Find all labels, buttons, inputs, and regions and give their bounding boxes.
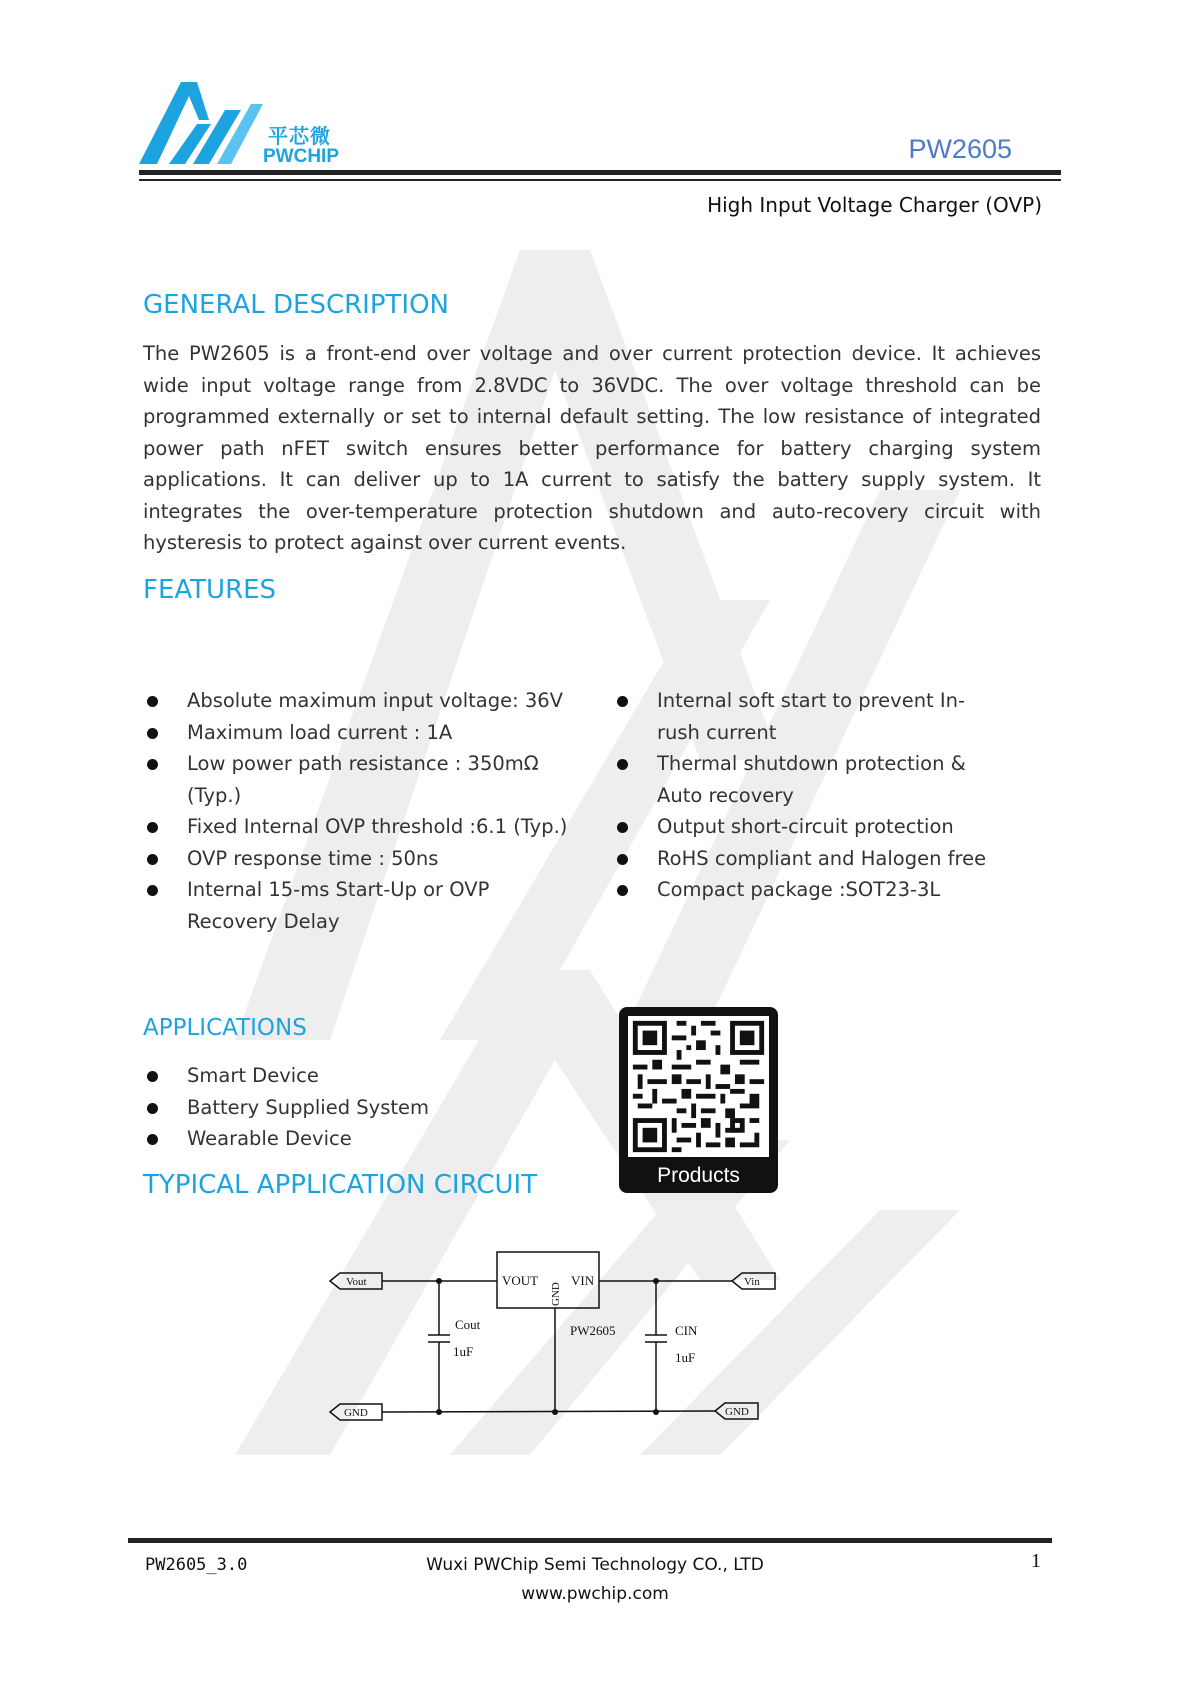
part-number: PW2605 (908, 134, 1012, 164)
footer-rule (128, 1538, 1052, 1543)
typical-application-circuit-heading: TYPICAL APPLICATION CIRCUIT (143, 1170, 538, 1200)
vout-port-label: Vout (346, 1276, 367, 1288)
feature-item: Compact package :SOT23-3L (615, 874, 1045, 906)
feature-item: Internal 15-ms Start-Up or OVP Recovery Delay (145, 874, 547, 937)
feature-item: Low power path resistance : 350mΩ (Typ.) (145, 748, 585, 811)
feature-item: Output short-circuit protection (615, 811, 1045, 843)
application-item: Battery Supplied System (145, 1092, 565, 1124)
page-number: 1 (1031, 1550, 1041, 1572)
document-version: PW2605_3.0 (145, 1555, 248, 1575)
application-item: Wearable Device (145, 1123, 565, 1155)
vin-port-label: Vin (744, 1276, 760, 1288)
cin-name-label: CIN (675, 1323, 698, 1338)
feature-item: Absolute maximum input voltage: 36V (145, 685, 585, 717)
chip-name-label: PW2605 (570, 1323, 616, 1338)
cout-name-label: Cout (455, 1317, 481, 1332)
pin-vin-label: VIN (571, 1273, 595, 1288)
qr-code-label: Products (657, 1164, 740, 1187)
pin-gnd-label: GND (550, 1282, 562, 1306)
applications-heading: APPLICATIONS (143, 1015, 307, 1041)
logo-english-text: PWCHIP (263, 146, 339, 167)
general-description-heading: GENERAL DESCRIPTION (143, 290, 449, 320)
features-heading: FEATURES (143, 575, 277, 605)
feature-item: OVP response time : 50ns (145, 843, 585, 875)
pin-vout-label: VOUT (502, 1273, 539, 1288)
gnd-left-port-label: GND (344, 1407, 368, 1419)
cout-value-label: 1uF (453, 1344, 474, 1359)
company-website-link[interactable]: www.pwchip.com (521, 1584, 669, 1604)
feature-item: Thermal shutdown protection & Auto recovery (615, 748, 997, 811)
feature-item: RoHS compliant and Halogen free (615, 843, 1045, 875)
logo-chinese-text: 平芯微 (268, 124, 331, 148)
feature-item: Fixed Internal OVP threshold :6.1 (Typ.) (145, 811, 585, 843)
application-item: Smart Device (145, 1060, 565, 1092)
gnd-right-port-label: GND (725, 1406, 749, 1418)
document-subtitle: High Input Voltage Charger (OVP) (707, 193, 1042, 217)
company-name: Wuxi PWChip Semi Technology CO., LTD (426, 1555, 764, 1575)
feature-item: Maximum load current : 1A (145, 717, 585, 749)
cin-value-label: 1uF (675, 1350, 696, 1365)
general-description-text: The PW2605 is a front-end over voltage and over current protection device. It achieves wide input voltage range from 2.8VDC to 36VDC. The over voltage threshold can be programmed externally or set to internal default setting. The low resistance of integrated power path nFET switch ensures better performance for battery charging system applications. It can deliver up to 1A current to satisfy the battery supply system. It integrates the over-temperature protection shutdown and auto-recovery circuit with hysteresis to protect against over current events. (143, 342, 1041, 554)
feature-item: Internal soft start to prevent In-rush current (615, 685, 997, 748)
